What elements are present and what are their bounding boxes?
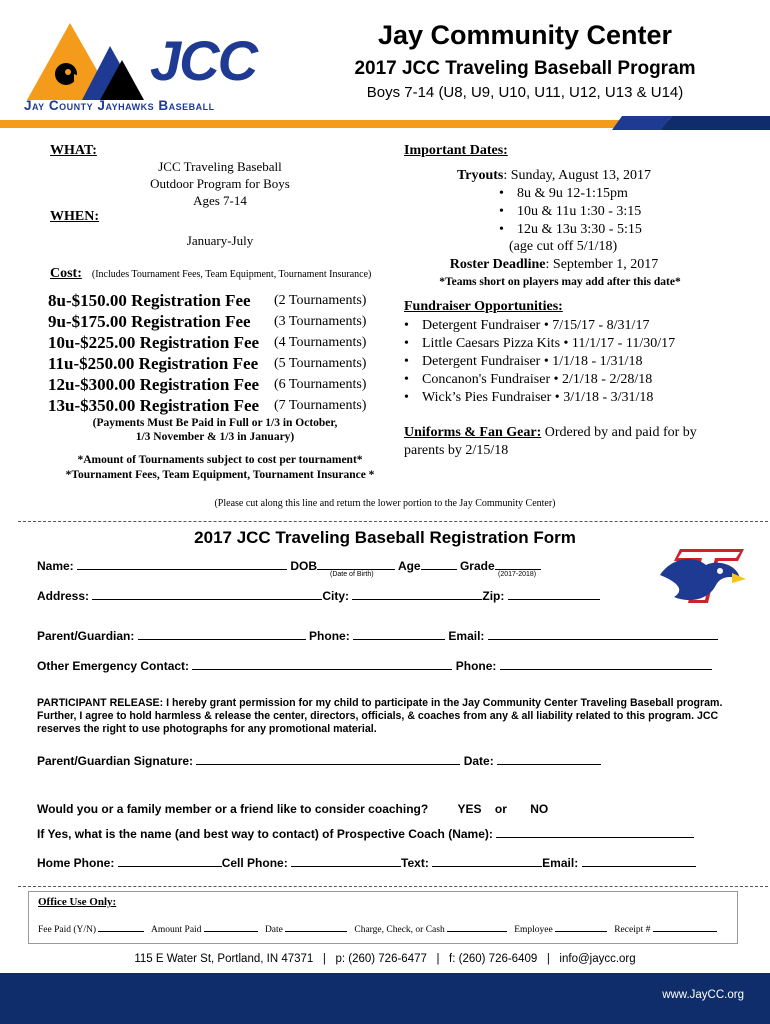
signature-date-field[interactable] [497, 752, 601, 765]
office-date-label: Date [264, 925, 283, 935]
uniforms-label: Uniforms & Fan Gear: [404, 425, 542, 440]
parent-email-field[interactable] [488, 627, 718, 640]
teams-short-note: *Teams short on players may add after this date* [439, 276, 681, 288]
signature-row [37, 752, 601, 768]
coach-contact-label: If Yes, what is the name (and best way to contact) of Prospective Coach (Name): [37, 827, 493, 841]
payment-note-line: (Payments Must Be Paid in Full or 1/3 in October, [92, 417, 338, 429]
receipt-label: Receipt # [614, 925, 651, 935]
receipt-field[interactable] [653, 922, 717, 932]
name-label: Name: [37, 559, 74, 573]
uniforms-value: Ordered by and paid for by [541, 425, 697, 440]
or-text: or [494, 802, 507, 816]
emergency-label: Other Emergency Contact: [37, 659, 190, 673]
fee-label: 9u-$175.00 Registration Fee [48, 312, 251, 331]
parent-email-label: Email: [448, 629, 485, 643]
page-title: Jay Community Center [377, 20, 673, 50]
parent-field[interactable] [138, 627, 306, 640]
cell-phone-field[interactable] [291, 854, 401, 867]
parent-label: Parent/Guardian: [37, 629, 135, 643]
coach-email-field[interactable] [582, 854, 696, 867]
cell-phone-label: Cell Phone: [221, 856, 288, 870]
jayhawk-logo-icon [658, 545, 748, 605]
grade-note: (2017-2018) [498, 571, 537, 578]
yes-option[interactable]: YES [457, 802, 482, 816]
city-label: City: [322, 589, 350, 603]
coach-contact-field[interactable] [496, 825, 694, 838]
dob-note: (Date of Birth) [330, 571, 374, 578]
office-use-box [28, 891, 738, 944]
list-item: • Concanon's Fundraiser • 2/1/18 - 2/28/18 [400, 371, 675, 389]
roster-value: : September 1, 2017 [545, 257, 659, 272]
emergency-phone-field[interactable] [500, 657, 712, 670]
signature-date-label: Date: [463, 754, 494, 768]
cost-label: Cost: [50, 266, 82, 281]
fundraiser-list [400, 317, 675, 407]
office-use-label: Office Use Only: [38, 896, 117, 908]
grade-label: Grade [459, 559, 495, 573]
payment-note [40, 416, 390, 444]
text-field[interactable] [432, 854, 542, 867]
list-item: • Detergent Fundraiser • 7/15/17 - 8/31/17 [400, 317, 675, 335]
footer-contact: 115 E Water St, Portland, IN 47371 | p: (260) 726-6477 | f: (260) 726-6409 | info@jaycc.org [134, 953, 636, 965]
city-field[interactable] [352, 587, 482, 600]
jcc-logo [22, 18, 272, 118]
fee-tournaments: (3 Tournaments) [274, 314, 367, 329]
address-row [37, 587, 600, 603]
form-title: 2017 JCC Traveling Baseball Registration Form [194, 528, 576, 547]
cut-note: (Please cut along this line and return the lower portion to the Jay Community Center) [214, 498, 556, 509]
participant-release: PARTICIPANT RELEASE: I hereby grant permission for my child to participate in the Jay Community Center Traveling Baseball program. Further, I agree to hold harmless & release the center, directors, officials, & coaches from any & all liability related to this program. JCC reserves the right to use photographs for any promotional material. [37, 697, 723, 735]
emergency-phone-label: Phone: [455, 659, 497, 673]
what-label: WHAT: [50, 143, 97, 158]
roster-deadline [395, 257, 713, 273]
parent-row [37, 627, 718, 643]
when-value: January-July [186, 233, 254, 248]
fee-label: 13u-$350.00 Registration Fee [48, 396, 260, 415]
list-item: • Detergent Fundraiser • 1/1/18 - 1/31/18 [400, 353, 675, 371]
cut-line [18, 521, 768, 522]
what-line: Outdoor Program for Boys [150, 176, 290, 191]
signature-label: Parent/Guardian Signature: [37, 754, 194, 768]
fee-notes [30, 453, 410, 483]
grade-field[interactable] [495, 557, 541, 570]
list-item: • 8u & 9u 12-1:15pm [495, 185, 642, 203]
fee-note-line: *Tournament Fees, Team Equipment, Tournament Insurance * [65, 469, 375, 481]
what-line: Ages 7-14 [193, 193, 247, 208]
list-item: • Wick’s Pies Fundraiser • 3/1/18 - 3/31/18 [400, 389, 675, 407]
roster-label: Roster Deadline [449, 257, 546, 272]
dob-label: DOB [290, 559, 318, 573]
charge-field[interactable] [447, 922, 507, 932]
fee-paid-field[interactable] [98, 922, 144, 932]
fee-paid-label: Fee Paid (Y/N) [38, 925, 97, 935]
age-cutoff: (age cut off 5/1/18) [509, 239, 618, 254]
amount-paid-field[interactable] [204, 922, 258, 932]
parent-phone-label: Phone: [309, 629, 350, 643]
age-field[interactable] [421, 557, 457, 570]
zip-label: Zip: [482, 589, 505, 603]
fee-label: 12u-$300.00 Registration Fee [48, 375, 260, 394]
footer-bar [0, 973, 770, 1024]
fee-label: 11u-$250.00 Registration Fee [48, 354, 259, 373]
coach-email-label: Email: [542, 856, 579, 870]
header-stripe-icon [612, 116, 770, 130]
fee-tournaments: (2 Tournaments) [274, 293, 367, 308]
age-label: Age [397, 559, 421, 573]
program-subtitle: 2017 JCC Traveling Baseball Program [354, 58, 696, 79]
fee-tournaments: (6 Tournaments) [274, 377, 367, 392]
fee-row [48, 333, 367, 353]
home-phone-field[interactable] [118, 854, 222, 867]
fee-note-line: *Amount of Tournaments subject to cost per tournament* [77, 454, 363, 466]
fundraiser-label: Fundraiser Opportunities: [404, 299, 563, 314]
footer-website[interactable]: www.JayCC.org [662, 989, 744, 1001]
dob-field[interactable] [317, 557, 395, 570]
office-divider [18, 886, 768, 887]
emergency-field[interactable] [192, 657, 452, 670]
name-field[interactable] [77, 557, 287, 570]
list-item: • 10u & 11u 1:30 - 3:15 [495, 203, 642, 221]
program-ages: Boys 7-14 (U8, U9, U10, U11, U12, U13 & U14) [366, 84, 684, 101]
fee-tournaments: (4 Tournaments) [274, 335, 367, 350]
text-label: Text: [401, 856, 429, 870]
employee-field[interactable] [555, 922, 607, 932]
contact-phones-row [37, 854, 696, 870]
list-item: • 12u & 13u 3:30 - 5:15 [495, 221, 642, 239]
fee-row [48, 396, 367, 416]
zip-field[interactable] [508, 587, 600, 600]
address-label: Address: [37, 589, 90, 603]
name-row [37, 557, 541, 573]
emergency-row [37, 657, 712, 673]
cost-row [50, 264, 371, 282]
charge-label: Charge, Check, or Cash [354, 925, 445, 935]
office-fields [38, 922, 717, 935]
fee-tournaments: (7 Tournaments) [274, 398, 367, 413]
payment-note-line: 1/3 November & 1/3 in January) [135, 431, 295, 443]
tryouts-label: Tryouts [456, 168, 504, 183]
coaching-question: Would you or a family member or a friend like to consider coaching? [37, 802, 429, 816]
coaching-row [37, 802, 548, 816]
what-line: JCC Traveling Baseball [158, 159, 282, 174]
fee-row [48, 375, 367, 395]
when-label: WHEN: [50, 209, 99, 224]
logo-tagline: Jay County Jayhawks Baseball [24, 98, 215, 113]
logo-text: JCC [150, 29, 257, 92]
fee-row [48, 291, 367, 311]
address-field[interactable] [92, 587, 322, 600]
what-details [150, 158, 290, 209]
home-phone-label: Home Phone: [37, 856, 115, 870]
important-dates-label: Important Dates: [404, 143, 508, 158]
cost-note: (Includes Tournament Fees, Team Equipment, Tournament Insurance) [91, 269, 372, 280]
fee-tournaments: (5 Tournaments) [274, 356, 367, 371]
amount-paid-label: Amount Paid [151, 925, 202, 935]
fee-label: 10u-$225.00 Registration Fee [48, 333, 260, 352]
tryouts-block [395, 167, 713, 185]
parent-phone-field[interactable] [353, 627, 445, 640]
fee-row [48, 354, 367, 374]
signature-field[interactable] [196, 752, 460, 765]
fee-label: 8u-$150.00 Registration Fee [48, 291, 251, 310]
coach-contact-row [37, 825, 694, 841]
list-item: • Little Caesars Pizza Kits • 11/1/17 - 11/30/17 [400, 335, 675, 353]
employee-label: Employee [514, 925, 553, 935]
tryout-times-list [495, 185, 642, 239]
uniforms-value-2: parents by 2/15/18 [404, 443, 509, 458]
office-date-field[interactable] [285, 922, 347, 932]
fee-row [48, 312, 367, 332]
uniforms-block [404, 424, 754, 460]
tryouts-value: : Sunday, August 13, 2017 [503, 168, 652, 183]
no-option[interactable]: NO [530, 802, 549, 816]
